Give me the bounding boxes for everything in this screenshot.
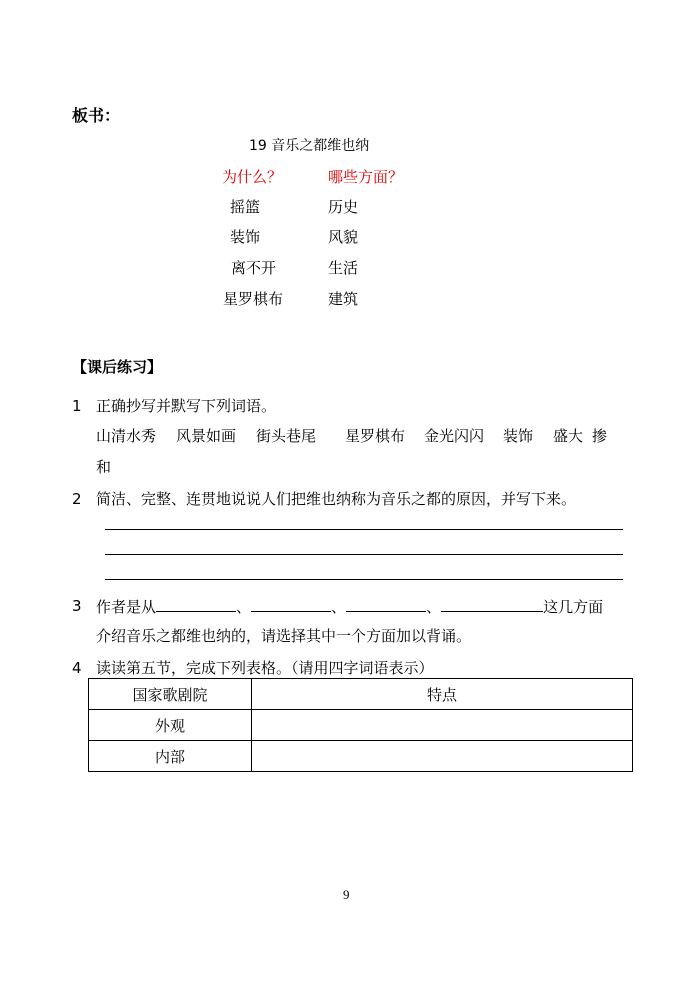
board-col2-item: 建筑 bbox=[328, 290, 359, 308]
answer-line[interactable] bbox=[105, 554, 623, 555]
table-row bbox=[89, 710, 633, 741]
q1-text: 正确抄写并默写下列词语。 bbox=[96, 397, 277, 415]
features-table bbox=[88, 678, 633, 772]
q3-separator: 、 bbox=[236, 598, 252, 616]
q4-text: 读读第五节，完成下列表格。（请用四字词语表示） bbox=[96, 659, 434, 677]
q1-word-continuation: 和 bbox=[96, 458, 112, 476]
q1-number: 1 bbox=[72, 397, 82, 415]
exercises-heading: 【课后练习】 bbox=[72, 358, 163, 376]
fill-blank[interactable] bbox=[346, 596, 426, 612]
page-number: 9 bbox=[343, 887, 350, 902]
board-col2-item: 风貌 bbox=[328, 228, 359, 246]
table-row-label: 外观 bbox=[89, 710, 252, 741]
table-header-cell: 国家歌剧院 bbox=[89, 679, 252, 710]
board-col1-item: 离不开 bbox=[231, 259, 277, 277]
q1-word: 山清水秀 bbox=[96, 427, 157, 445]
fill-blank[interactable] bbox=[251, 596, 331, 612]
answer-line[interactable] bbox=[105, 529, 623, 530]
q2-number: 2 bbox=[72, 490, 82, 508]
q3-number: 3 bbox=[72, 597, 82, 615]
q1-word: 装饰 bbox=[503, 427, 534, 445]
q3-line2: 介绍音乐之都维也纳的，请选择其中一个方面加以背诵。 bbox=[96, 627, 472, 645]
q1-word: 街头巷尾 bbox=[256, 427, 317, 445]
fill-blank[interactable] bbox=[441, 596, 543, 612]
table-answer-cell[interactable] bbox=[252, 710, 633, 741]
table-header-row bbox=[89, 679, 633, 710]
board-col1-item: 摇篮 bbox=[230, 198, 261, 216]
answer-line[interactable] bbox=[105, 579, 623, 580]
table-header-cell: 特点 bbox=[252, 679, 633, 710]
q2-text: 简洁、完整、连贯地说说人们把维也纳称为音乐之都的原因，并写下来。 bbox=[96, 490, 577, 508]
q3-suffix: 这几方面 bbox=[543, 598, 604, 616]
board-col2-item: 生活 bbox=[328, 259, 359, 277]
board-col2-item: 历史 bbox=[328, 198, 359, 216]
board-label: 板书： bbox=[72, 106, 121, 125]
q1-word: 金光闪闪 bbox=[424, 427, 485, 445]
q1-word: 星罗棋布 bbox=[345, 427, 406, 445]
q3-line1 bbox=[96, 596, 603, 617]
lesson-title: 19 音乐之都维也纳 bbox=[249, 138, 370, 154]
board-col1-item: 星罗棋布 bbox=[223, 290, 284, 308]
table-row-label: 内部 bbox=[89, 741, 252, 772]
board-col1-header: 为什么？ bbox=[222, 168, 283, 186]
q1-word: 盛大 bbox=[553, 427, 584, 445]
q3-separator: 、 bbox=[426, 598, 442, 616]
q3-separator: 、 bbox=[331, 598, 347, 616]
fill-blank[interactable] bbox=[156, 596, 236, 612]
board-col1-item: 装饰 bbox=[230, 228, 261, 246]
q1-word: 掺 bbox=[592, 427, 608, 445]
table-answer-cell[interactable] bbox=[252, 741, 633, 772]
table-row bbox=[89, 741, 633, 772]
q3-prefix: 作者是从 bbox=[96, 598, 157, 616]
board-col2-header: 哪些方面？ bbox=[328, 168, 404, 186]
q1-word: 风景如画 bbox=[176, 427, 237, 445]
q4-number: 4 bbox=[72, 659, 82, 677]
